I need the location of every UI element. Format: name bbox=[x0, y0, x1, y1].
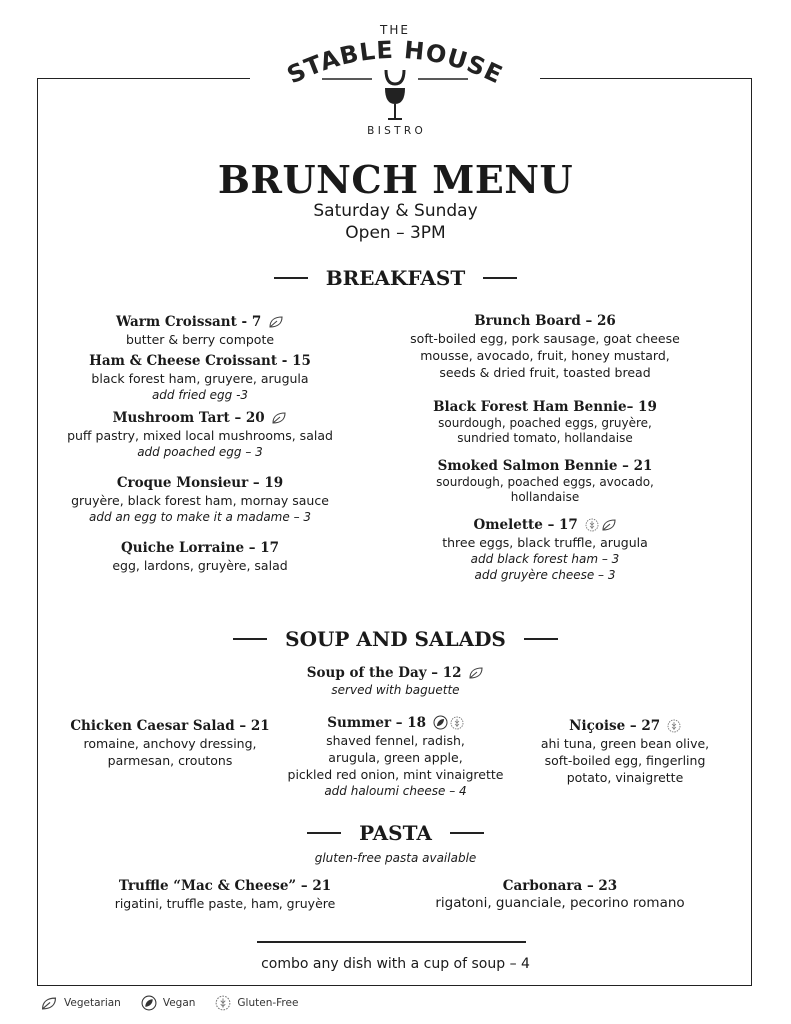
vegan-icon bbox=[433, 715, 448, 730]
breakfast-heading: BREAKFAST bbox=[0, 266, 791, 290]
combo-note: combo any dish with a cup of soup – 4 bbox=[261, 956, 530, 972]
menu-item: Quiche Lorraine – 17 egg, lardons, gruyère, salad bbox=[112, 540, 288, 573]
menu-item: Ham & Cheese Croissant - 15 black forest ham, gruyere, arugula add fried egg -3 bbox=[89, 353, 311, 402]
menu-item: Warm Croissant - 7 butter & berry compote bbox=[40, 314, 360, 348]
pasta-heading: PASTA bbox=[0, 821, 791, 845]
gluten-free-icon bbox=[450, 716, 464, 730]
menu-item: Carbonara – 23 rigatoni, guanciale, pecorino romano bbox=[435, 878, 685, 911]
menu-item: Black Forest Ham Bennie– 19 sourdough, poached eggs, gruyère, sundried tomato, hollandaise bbox=[433, 399, 657, 445]
menu-item: Omelette – 17 three eggs, black truffle, arugula add black forest ham – 3 add gruyère cheese – 3 bbox=[442, 517, 648, 582]
menu-item: Brunch Board – 26 soft-boiled egg, pork sausage, goat cheese mousse, avocado, fruit, honey mustard, seeds & dried fruit, toasted bread bbox=[410, 313, 680, 380]
menu-item: Chicken Caesar Salad – 21 romaine, anchovy dressing, parmesan, croutons bbox=[70, 718, 270, 768]
gluten-free-icon bbox=[215, 995, 231, 1011]
menu-item: Croque Monsieur – 19 gruyère, black forest ham, mornay sauce add an egg to make it a madame – 3 bbox=[71, 475, 329, 524]
gluten-free-icon bbox=[585, 518, 599, 532]
stable-house-logo bbox=[255, 18, 535, 138]
page-title: BRUNCH MENU bbox=[217, 157, 574, 202]
soup-salads-heading: SOUP AND SALADS bbox=[0, 627, 791, 651]
menu-item: Summer – 18 shaved fennel, radish, arugula, green apple, pickled red onion, mint vinaigrette add haloumi cheese – 4 bbox=[287, 715, 504, 798]
service-hours: Open – 3PM bbox=[345, 223, 446, 243]
vegetarian-icon bbox=[40, 996, 58, 1011]
legend-vegan: Vegan bbox=[162, 997, 196, 1009]
menu-item: Smoked Salmon Bennie – 21 sourdough, poached eggs, avocado, hollandaise bbox=[436, 458, 654, 504]
svg-text:STABLE HOUSE: STABLE HOUSE bbox=[282, 35, 508, 90]
menu-item: Niçoise – 27 ahi tuna, green bean olive, soft-boiled egg, fingerling potato, vinaigrette bbox=[540, 718, 710, 785]
dietary-legend bbox=[40, 995, 312, 1011]
vegetarian-icon bbox=[468, 666, 484, 680]
menu-item: Soup of the Day – 12 served with baguette bbox=[0, 665, 791, 698]
gluten-free-icon bbox=[667, 719, 681, 733]
legend-gluten-free: Gluten-Free bbox=[237, 997, 299, 1009]
pasta-note: gluten-free pasta available bbox=[314, 851, 477, 865]
vegetarian-icon bbox=[271, 411, 287, 425]
legend-vegetarian: Vegetarian bbox=[64, 997, 121, 1009]
menu-item: Mushroom Tart – 20 puff pastry, mixed local mushrooms, salad add poached egg – 3 bbox=[67, 410, 333, 459]
divider bbox=[257, 941, 526, 943]
svg-text:B I S T R O: B I S T R O bbox=[367, 125, 423, 137]
svg-text:THE: THE bbox=[380, 23, 410, 37]
menu-item: Truffle “Mac & Cheese” – 21 rigatini, truffle paste, ham, gruyère bbox=[114, 878, 336, 911]
vegetarian-icon bbox=[268, 315, 284, 329]
vegetarian-icon bbox=[601, 518, 617, 532]
service-days: Saturday & Sunday bbox=[313, 201, 478, 221]
vegan-icon bbox=[141, 995, 157, 1011]
